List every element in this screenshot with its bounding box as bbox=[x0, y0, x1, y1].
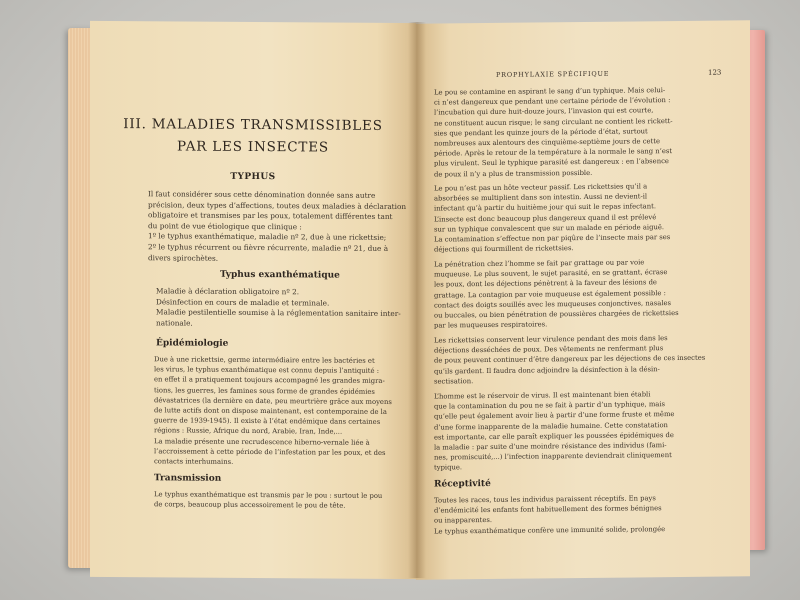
text-line: La pénétration chez l’homme se fait par grattage ou par voie bbox=[434, 258, 645, 269]
text-line: Le typhus exanthématique confère une immunité solide, prolongée bbox=[434, 524, 666, 536]
subsection-heading-transmission: Transmission bbox=[154, 473, 222, 484]
chapter-title-line: PAR LES INSECTES bbox=[177, 138, 329, 156]
paragraph-contamination bbox=[434, 84, 734, 179]
left-page bbox=[90, 21, 416, 579]
book-gutter bbox=[408, 22, 426, 578]
subsection-heading-epidemiologie: Épidémiologie bbox=[156, 338, 229, 349]
text-line: de lutte actifs dont on dispose maintenant, est contemporaine de la bbox=[154, 406, 387, 416]
text-line: ou inapparentes. bbox=[434, 516, 493, 525]
text-line: l’incubation qui dure huit-douze jours, l’invasion qui est courte, bbox=[434, 106, 654, 117]
text-line: Le typhus exanthématique est transmis par le pou : surtout le pou bbox=[154, 490, 383, 500]
text-line: en effet il a pratiquement toujours accompagné les grandes migra- bbox=[154, 375, 385, 386]
text-line: les virus, le typhus exanthématique est connu depuis l’antiquité : bbox=[154, 365, 380, 376]
text-line: dévastatrices (la dernière en date, peu meurtrière grâce aux moyens bbox=[154, 396, 392, 406]
text-line: précision, deux types d’affections, toutes deux maladies à déclaration bbox=[148, 199, 407, 211]
paragraph-vecteur bbox=[434, 180, 734, 255]
text-line: absorbées se multiplient dans son intestin. Aussi ne devient-il bbox=[434, 192, 648, 203]
text-line: de corps, beaucoup plus accessoirement le pou de tête. bbox=[154, 500, 346, 510]
page-number: 123 bbox=[708, 68, 722, 77]
text-line: sectisation. bbox=[434, 376, 474, 386]
text-line: ou buccales, ou bien pénétration de poussières chargées de rickettsies bbox=[434, 309, 679, 320]
text-line: est importante, car elle paraît expliquer les poussées épidémiques de bbox=[434, 430, 674, 442]
text-line: d’une forme inapparente de la maladie humaine. Cette constatation bbox=[434, 420, 668, 432]
text-line: Due à une rickettsie, germe intermédiaire entre les bactéries et bbox=[154, 355, 375, 365]
text-line: 2º le typhus récurrent ou fièvre récurrente, maladie nº 21, due à bbox=[148, 242, 389, 253]
text-line: du point de vue étiologique que clinique : bbox=[148, 221, 302, 232]
text-line: de poux il n’y a plus de transmission possible. bbox=[434, 168, 593, 179]
paragraph-penetration bbox=[434, 256, 734, 331]
text-line: tions, les guerres, les famines sous forme de grandes épidémies bbox=[154, 385, 375, 396]
paragraph-reservoir bbox=[434, 388, 734, 473]
text-line: infectant qu’à partir du huitième jour qui suit le repas infectant. bbox=[434, 202, 657, 213]
text-line: de poux peuvent continuer d’être dangereux par les déjections de ces insectes bbox=[434, 354, 706, 365]
subsection-heading-exanthematique: Typhus exanthématique bbox=[220, 269, 340, 281]
open-book bbox=[90, 22, 750, 578]
paragraph-virulence bbox=[434, 332, 734, 386]
transmission-paragraph bbox=[154, 489, 398, 511]
text-line: contact des doigts souillés avec les muqueuses conjonctives, nasales bbox=[434, 298, 672, 310]
section-heading-typhus: TYPHUS bbox=[230, 171, 276, 183]
right-page bbox=[416, 20, 750, 579]
text-line: les poux, dont les déjections pénètrent à la faveur des lésions de bbox=[434, 278, 657, 289]
running-head: PROPHYLAXIE SPÉCIFIQUE bbox=[496, 69, 610, 79]
text-line: Toutes les races, tous les individus paraissent réceptifs. En pays bbox=[434, 494, 656, 505]
text-line: Il faut considérer sous cette dénomination donnée sans autre bbox=[148, 189, 376, 200]
text-line: La contamination s’effectue non par piqûre de l’insecte mais par ses bbox=[434, 233, 671, 244]
text-line: Le pou se contamine en aspirant le sang d’un typhique. Mais celui- bbox=[434, 86, 666, 97]
text-line: plus virulent. Seul le typhique parasité est dangereux : en l’absence bbox=[434, 157, 669, 168]
text-line: déjections desséchées de poux. Des vêtements ne renfermant plus bbox=[434, 344, 664, 355]
chapter-title-line: III. MALADIES TRANSMISSIBLES bbox=[123, 116, 383, 134]
text-line: d’endémicité les enfants font habituellement des formes bénignes bbox=[434, 504, 662, 515]
text-line: 1º le typhus exanthématique, maladie nº 2, due à une rickettsie; bbox=[148, 231, 387, 243]
text-line: muqueuse. Le plus souvent, le sujet parasité, en se grattant, écrase bbox=[434, 268, 668, 279]
intro-paragraph bbox=[148, 189, 407, 265]
text-line: que la contamination du pou ne se fait à partir d’un typhique, mais bbox=[434, 400, 665, 411]
text-line: la maladie : par suite d’une moindre résistance des individus (fami- bbox=[434, 441, 667, 452]
text-line: typique. bbox=[434, 463, 463, 472]
text-line: ci n’est dangereux que pendant une certaine période de l’évolution : bbox=[434, 96, 671, 107]
text-line: déjections qui fourmillent de rickettsies. bbox=[434, 244, 574, 254]
text-line: régions : Russie, Afrique du nord, Arabie, Iran, Inde,... bbox=[154, 426, 343, 437]
text-line: sies que pendant les quinze jours de la période d’état, surtout bbox=[434, 127, 648, 138]
text-line: ne constituent aucun risque; le sang circulant ne contient les rickett- bbox=[434, 116, 673, 128]
text-line: guerre de 1939-1945). Il existe à l’état endémique dans certaines bbox=[154, 416, 381, 427]
text-line: par les muqueuses respiratoires. bbox=[434, 320, 548, 330]
text-line: Maladie à déclaration obligatoire nº 2. bbox=[156, 286, 300, 297]
text-line: l’accroissement à cette période de l’infestation par les poux, et des bbox=[154, 447, 386, 457]
text-line: L’insecte est donc beaucoup plus dangereux quand il est prélevé bbox=[434, 212, 657, 224]
declaration-paragraph bbox=[156, 286, 401, 330]
text-line: L’homme est le réservoir de virus. Il est maintenant bien établi bbox=[434, 390, 651, 401]
text-line: nombreuses aux alentours des cinquième-septième jours de cette bbox=[434, 137, 661, 148]
text-line: qu’elle peut également avoir lieu à partir d’une forme fruste et même bbox=[434, 410, 675, 421]
text-line: Les rickettsies conservent leur virulence pendant des mois dans les bbox=[434, 334, 668, 345]
chapter-title bbox=[90, 113, 416, 159]
paragraph-receptivite bbox=[434, 492, 734, 536]
text-line: grattage. La contagion par voie muqueuse est également possible : bbox=[434, 288, 666, 300]
text-line: divers spirochètes. bbox=[148, 252, 219, 263]
text-line: nationale. bbox=[156, 318, 193, 328]
text-line: période. Après le retour de la température à la normale le sang n’est bbox=[434, 147, 673, 158]
text-line: La maladie présente une recrudescence hiberno-vernale liée à bbox=[154, 436, 370, 447]
text-line: qu’ils gardent. Il faudra donc adjoindre la désinfection à la désin- bbox=[434, 364, 660, 376]
text-line: nes, promiscuité,...) l’infection inapparente deviendrait cliniquement bbox=[434, 451, 672, 462]
subsection-heading-receptivite: Réceptivité bbox=[434, 478, 491, 490]
text-line: contacts interhumains. bbox=[154, 457, 234, 466]
text-line: Désinfection en cours de maladie et terminale. bbox=[156, 296, 330, 308]
text-line: Maladie pestilentielle soumise à la réglementation sanitaire inter- bbox=[156, 307, 401, 319]
epidemiologie-paragraph bbox=[154, 354, 398, 468]
text-line: sur un typhique convalescent que sur un malade en période aiguë. bbox=[434, 222, 665, 234]
text-line: Le pou n’est pas un hôte vecteur passif. Les rickettsies qu’il a bbox=[434, 182, 648, 193]
text-line: obligatoire et transmises par les poux, totalement différentes tant bbox=[148, 210, 393, 222]
